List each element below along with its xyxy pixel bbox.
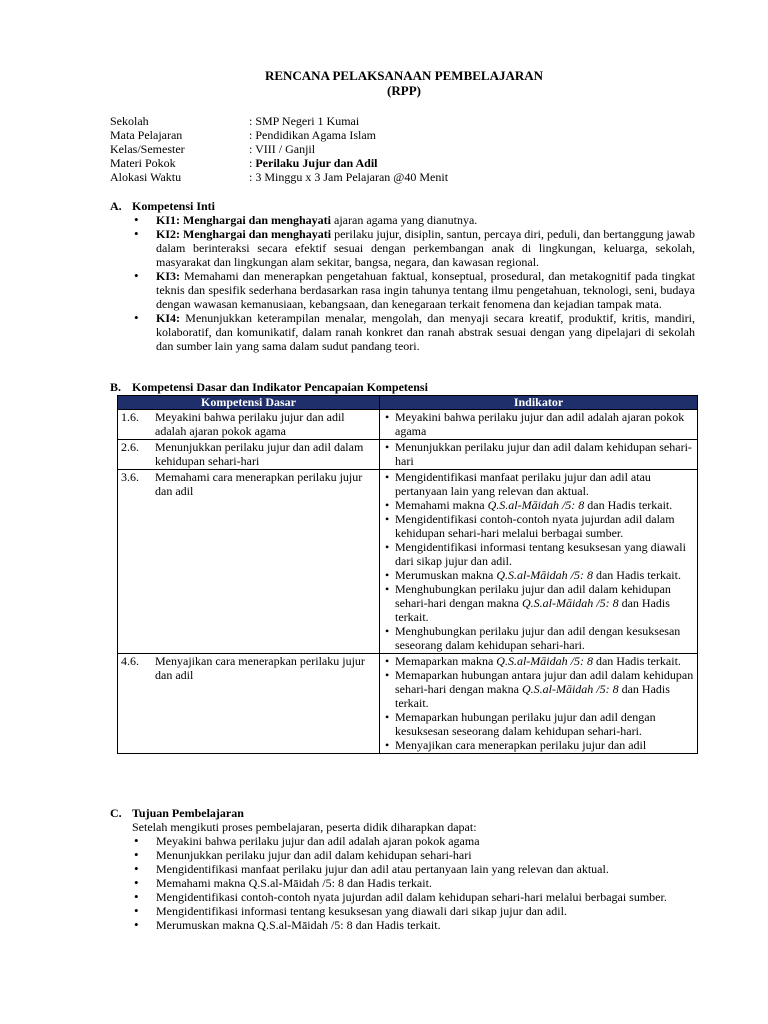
indikator-item xyxy=(383,624,695,652)
list-item xyxy=(110,213,695,227)
list-item: • Mengidentifikasi informasi tentang kesuksesan yang diawali dari sikap jujur dan adil. xyxy=(110,904,695,918)
indikator-text: Mengidentifikasi informasi tentang kesuksesan yang diawali dari sikap jujur dan adil. xyxy=(395,540,686,568)
table-row xyxy=(118,470,698,654)
indikator-text: Menunjukkan perilaku jujur dan adil dalam kehidupan sehari-hari xyxy=(395,440,692,468)
surah-reference: Q.S.al-Māidah /5: 8 xyxy=(521,596,619,610)
col-header-kompetensi-dasar: Kompetensi Dasar xyxy=(118,396,380,410)
table-row xyxy=(118,440,698,470)
meta-row xyxy=(110,170,448,184)
indikator-item xyxy=(383,470,695,498)
kd-number: 1.6. xyxy=(121,410,139,424)
list-item xyxy=(110,311,695,353)
indikator-text: Memaparkan makna xyxy=(395,654,497,668)
meta-key: Alokasi Waktu xyxy=(110,170,182,184)
section-tujuan-pembelajaran xyxy=(110,806,695,932)
meta-key: Kelas/Semester xyxy=(110,142,185,156)
kd-number: 4.6. xyxy=(121,654,139,668)
indikator-cell xyxy=(380,470,698,654)
kd-text: Meyakini bahwa perilaku jujur dan adil adalah ajaran pokok agama xyxy=(155,410,345,438)
indikator-text: dan Hadis terkait. xyxy=(592,568,681,582)
list-item: • Memahami makna Q.S.al-Māidah /5: 8 dan Hadis terkait. xyxy=(110,876,695,890)
section-kompetensi-dasar-heading xyxy=(110,380,695,394)
indikator-item xyxy=(383,512,695,540)
meta-value: : 3 Minggu x 3 Jam Pelajaran @40 Menit xyxy=(249,170,449,184)
indikator-text: Menghubungkan perilaku jujur dan adil dalam kehidupan sehari-hari dengan makna xyxy=(395,582,671,610)
meta-colon: : xyxy=(249,156,256,170)
surah-reference: Q.S.al-Māidah /5: 8 xyxy=(496,568,593,582)
kd-cell xyxy=(118,470,380,654)
indikator-cell xyxy=(380,440,698,470)
section-heading: A. Kompetensi Inti xyxy=(110,199,216,213)
document-title: RENCANA PELAKSANAAN PEMBELAJARAN xyxy=(264,68,544,83)
indikator-text: dan Hadis terkait. xyxy=(395,596,670,624)
surah-reference: Q.S.al-Māidah /5: 8 xyxy=(496,654,593,668)
meta-key: Mata Pelajaran xyxy=(110,128,183,142)
kd-text: Menyajikan cara menerapkan perilaku jujur dan adil xyxy=(155,654,365,682)
surah-reference: Q.S.al-Māidah /5: 8 xyxy=(521,682,619,696)
item-label: KI3: xyxy=(156,269,180,283)
indikator-text: Menyajikan cara menerapkan perilaku jujur dan adil xyxy=(395,738,647,752)
kd-number: 2.6. xyxy=(121,440,139,454)
kompetensi-inti-list xyxy=(110,213,695,353)
indikator-cell xyxy=(380,410,698,440)
kd-text: Memahami cara menerapkan perilaku jujur dan adil xyxy=(155,470,363,498)
indikator-list xyxy=(383,654,695,752)
item-text: ajaran agama yang dianutnya. xyxy=(331,213,478,227)
table-row xyxy=(118,654,698,754)
list-item: • Mengidentifikasi manfaat perilaku jujur dan adil atau pertanyaan lain yang relevan dan aktual. xyxy=(110,862,695,876)
section-kompetensi-inti xyxy=(110,199,695,353)
tujuan-list xyxy=(110,834,695,932)
item-text: perilaku jujur, disiplin, santun, percaya diri, peduli, dan bertanggung jawab dalam berinteraksi secara efektif sesuai dengan perkembangan anak di lingkungan, keluarga, sekolah, masyarakat dan lingkungan alam sekitar, bangsa, negara, dan kawasan regional. xyxy=(156,227,695,269)
list-item xyxy=(110,269,695,311)
indikator-text: dan Hadis terkait. xyxy=(592,654,681,668)
indikator-cell xyxy=(380,654,698,754)
indikator-text: Memahami makna xyxy=(395,498,488,512)
item-label: KI4: xyxy=(156,311,180,325)
list-item: • Mengidentifikasi contoh-contoh nyata jujurdan adil dalam kehidupan sehari-hari melalui berbagai sumber. xyxy=(110,890,695,904)
indikator-item xyxy=(383,568,695,582)
indikator-list xyxy=(383,440,695,468)
kd-number: 3.6. xyxy=(121,470,139,484)
indikator-text: dan Hadis terkait. xyxy=(395,682,670,710)
item-text: Memahami dan menerapkan pengetahuan faktual, konseptual, prosedural, dan metakognitif pada tingkat teknis dan spesifik sederhana berdasarkan rasa ingin tahunya tentang ilmu pengetahuan, teknologi, seni, budaya dengan wawasan kemanusiaan, kebangsaan, dan kenegaraan terkait fenomena dan kejadian tampak mata. xyxy=(156,269,695,311)
kd-cell xyxy=(118,654,380,754)
list-item: • Menunjukkan perilaku jujur dan adil dalam kehidupan sehari-hari xyxy=(110,848,695,862)
identity-block xyxy=(110,114,448,184)
list-item: • Merumuskan makna Q.S.al-Māidah /5: 8 dan Hadis terkait. xyxy=(110,918,695,932)
indikator-item xyxy=(383,498,695,512)
indikator-text: Menghubungkan perilaku jujur dan adil dengan kesuksesan seseorang dalam kehidupan sehari-hari. xyxy=(395,624,681,652)
meta-value: : Pendidikan Agama Islam xyxy=(249,128,376,142)
list-item xyxy=(110,227,695,269)
indikator-text: Merumuskan makna xyxy=(395,568,497,582)
section-intro: Setelah mengikuti proses pembelajaran, peserta didik diharapkan dapat: xyxy=(132,820,477,834)
indikator-item xyxy=(383,582,695,624)
meta-key: Sekolah xyxy=(110,114,149,128)
indikator-item xyxy=(383,738,695,752)
indikator-text: Memaparkan hubungan perilaku jujur dan adil dengan kesuksesan seseorang dalam kehidupan sehari-hari. xyxy=(395,710,656,738)
indikator-item xyxy=(383,710,695,738)
table-row xyxy=(118,410,698,440)
indikator-text: Memaparkan hubungan antara jujur dan adil dalam kehidupan sehari-hari dengan makna xyxy=(395,668,694,696)
indikator-item xyxy=(383,654,695,668)
indikator-list xyxy=(383,410,695,438)
item-label: KI2: Menghargai dan menghayati xyxy=(156,227,332,241)
item-text: Menunjukkan keterampilan menalar, mengolah, dan menyaji secara kreatif, produktif, kritis, mandiri, kolaboratif, dan komunikatif, dalam ranah konkret dan ranah abstrak sesuai dengan yang dipelajari di sekolah dan sumber lain yang sama dalam sudut pandang teori. xyxy=(156,311,695,353)
meta-key: Materi Pokok xyxy=(110,156,176,170)
indikator-text: dan Hadis terkait. xyxy=(584,498,673,512)
item-label: KI1: Menghargai dan menghayati xyxy=(156,213,332,227)
indikator-text: Mengidentifikasi manfaat perilaku jujur dan adil atau pertanyaan lain yang relevan dan aktual. xyxy=(395,470,651,498)
meta-value: : VIII / Ganjil xyxy=(249,142,316,156)
kompetensi-table xyxy=(117,395,698,754)
kd-cell xyxy=(118,440,380,470)
col-header-indikator: Indikator xyxy=(380,396,698,410)
kd-text: Menunjukkan perilaku jujur dan adil dalam kehidupan sehari-hari xyxy=(155,440,364,468)
meta-value: Perilaku Jujur dan Adil xyxy=(255,156,378,170)
indikator-item xyxy=(383,410,695,438)
meta-row xyxy=(110,114,448,128)
indikator-item xyxy=(383,668,695,710)
indikator-text: Mengidentifikasi contoh-contoh nyata jujurdan adil dalam kehidupan sehari-hari melalui berbagai sumber. xyxy=(395,512,675,540)
meta-row xyxy=(110,142,448,156)
surah-reference: Q.S.al-Māidah /5: 8 xyxy=(487,498,585,512)
meta-value: : SMP Negeri 1 Kumai xyxy=(249,114,360,128)
indikator-list xyxy=(383,470,695,652)
indikator-item xyxy=(383,440,695,468)
meta-row xyxy=(110,128,448,142)
meta-row xyxy=(110,156,448,170)
kd-cell xyxy=(118,410,380,440)
section-heading: B. Kompetensi Dasar dan Indikator Pencapaian Kompetensi xyxy=(110,380,428,394)
section-heading: C. Tujuan Pembelajaran xyxy=(110,806,244,820)
indikator-text: Meyakini bahwa perilaku jujur dan adil adalah ajaran pokok agama xyxy=(395,410,685,438)
document-subtitle: (RPP) xyxy=(387,83,421,98)
list-item: • Meyakini bahwa perilaku jujur dan adil adalah ajaran pokok agama xyxy=(110,834,695,848)
indikator-item xyxy=(383,540,695,568)
